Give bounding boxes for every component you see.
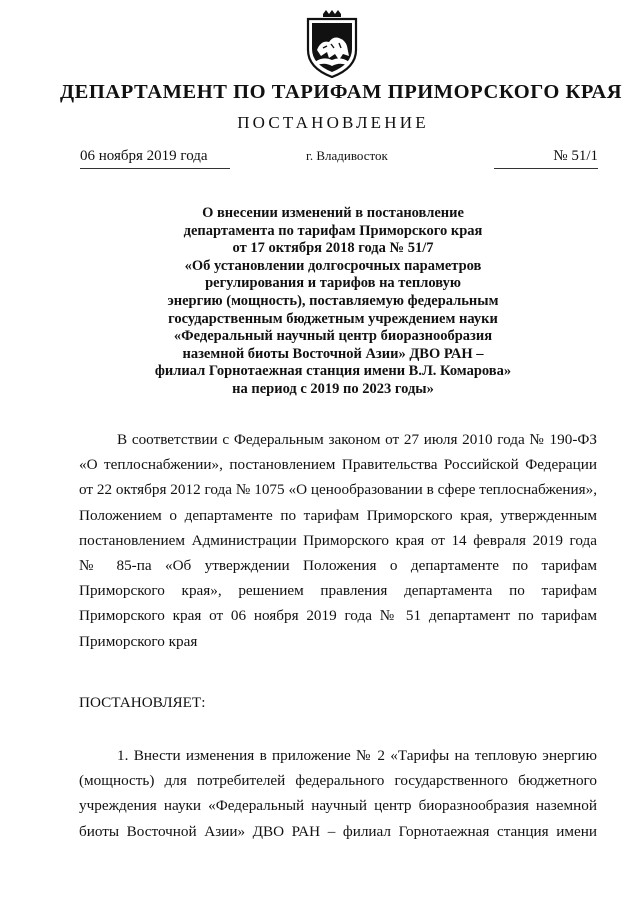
paragraph-line: 1. Внести изменения в приложение № 2 «Тарифы на тепловую энергию	[117, 747, 597, 764]
paragraph-line: Приморского края от 06 ноября 2019 года № 51 департамент по тарифам	[79, 607, 597, 625]
paragraph-line: Положением о департаменте по тарифам Приморского края, утвержденным	[79, 506, 597, 524]
subject-line: департамента по тарифам Приморского края	[183, 222, 483, 239]
paragraph-line: (мощность) для потребителей федерального государственного бюджетного	[79, 772, 597, 790]
preamble-paragraph	[79, 427, 597, 654]
document-meta-row	[0, 148, 640, 172]
subject-line: энергию (мощность), поставляемую федеральным	[167, 292, 499, 309]
paragraph-line: постановлением Администрации Приморского края от 14 февраля 2019 года	[79, 531, 597, 549]
subject-line: наземной биоты Восточной Азии» ДВО РАН –	[182, 345, 484, 362]
department-title: ДЕПАРТАМЕНТ ПО ТАРИФАМ ПРИМОРСКОГО КРАЯ	[60, 81, 623, 103]
document-subject	[130, 205, 536, 399]
subject-line: филиал Горнотаежная станция имени В.Л. Комарова»	[154, 363, 512, 380]
paragraph-line: Приморского края», решением правления департамента по тарифам	[79, 582, 597, 600]
paragraph-line: № 85-па «Об утверждении Положения о департаменте по тарифам	[79, 556, 597, 574]
paragraph-line: биоты Восточной Азии» ДВО РАН – филиал Горнотаежная станция имени	[79, 822, 597, 840]
subject-line: «Федеральный научный центр биоразнообразия	[173, 328, 493, 345]
paragraph-line: «О теплоснабжении», постановлением Правительства Российской Федерации	[79, 456, 597, 474]
subject-line: от 17 октября 2018 года № 51/7	[232, 240, 434, 257]
document-type: ПОСТАНОВЛЕНИЕ	[237, 113, 429, 132]
decree-heading: ПОСТАНОВЛЯЕТ:	[79, 694, 206, 711]
paragraph-line: от 22 октября 2012 года № 1075 «О ценообразовании в сфере теплоснабжения»,	[79, 481, 597, 499]
subject-line: «Об установлении долгосрочных параметров	[184, 257, 482, 274]
document-number: № 51/1	[494, 148, 598, 169]
clause-paragraph	[79, 743, 597, 844]
paragraph-line: В соответствии с Федеральным законом от 27 июля 2010 года № 190-ФЗ	[117, 431, 597, 448]
subject-line: О внесении изменений в постановление	[202, 205, 464, 221]
subject-line: регулирования и тарифов на тепловую	[205, 275, 461, 292]
paragraph-line: учреждения науки «Федеральный научный центр биоразнообразия наземной	[79, 797, 597, 815]
paragraph-line: Приморского края	[79, 632, 198, 650]
subject-line: государственным бюджетным учреждением науки	[168, 310, 498, 327]
subject-line: на период с 2019 по 2023 годы»	[232, 380, 434, 397]
document-date: 06 ноября 2019 года	[80, 148, 230, 169]
document-city: г. Владивосток	[306, 148, 388, 163]
coat-of-arms-icon	[303, 10, 361, 78]
